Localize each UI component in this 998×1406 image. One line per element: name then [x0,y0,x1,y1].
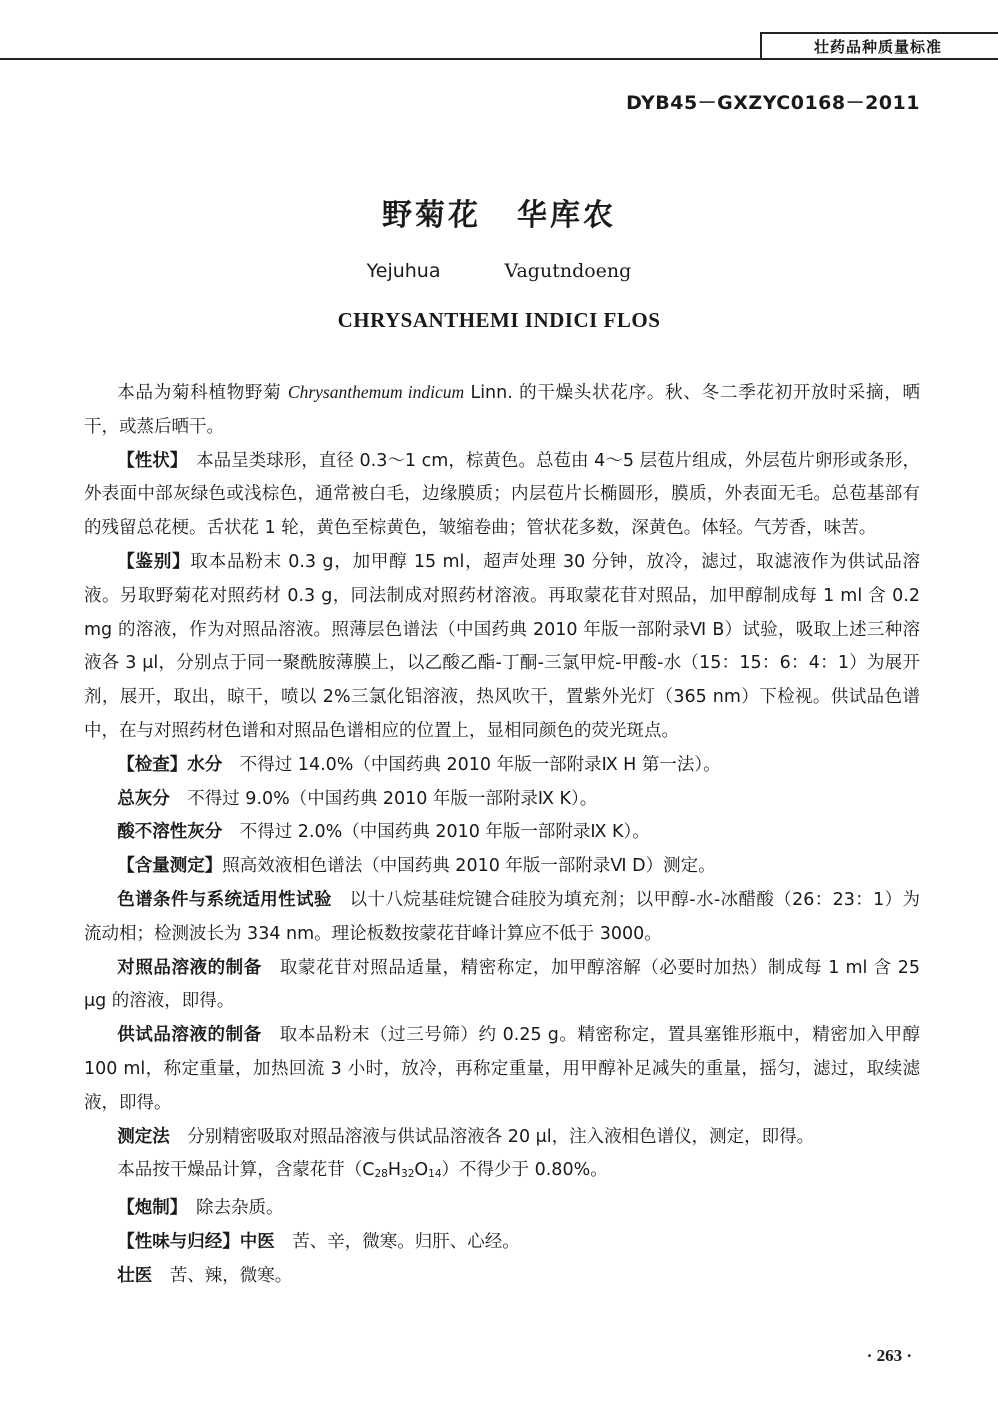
section-label: 【炮制】 [117,1198,179,1219]
intro-text-post: Linn. 的干燥头状花序。秋、冬二季花初开放时采摘，晒干，或蒸后晒干。 [84,383,921,437]
subsection-label: 壮医 [117,1265,153,1286]
monograph-title [0,190,998,234]
section-label: 【性状】 [117,450,179,471]
title-latin: CHRYSANTHEMI INDICI FLOS [337,308,661,332]
subsection-label: 水分 [187,754,223,775]
subsection-label: 总灰分 [117,788,170,809]
subsection-text: 不得过 9.0%（中国药典 2010 年版一部附录Ⅸ K）。 [169,788,598,809]
subsection-text: 取蒙花苷对照品适量，精密称定，加甲醇溶解（必要时加热）制成每 1 ml 含 25 μg 的溶液，即得。 [84,957,921,1012]
subsection-label: 色谱条件与系统适用性试验 [117,889,332,910]
title-zhuang: 华库农 [517,198,616,233]
subsection-text: 苦、辛，微寒。归肝、心经。 [274,1232,520,1253]
subsection-text: 不得过 2.0%（中国药典 2010 年版一部附录Ⅸ K）。 [222,822,650,843]
section-label: 【含量测定】 [117,856,223,877]
subsection-label: 中医 [239,1232,275,1253]
section-xingwei-zhongyi [84,1226,920,1260]
section-label: 【鉴别】 [117,551,191,572]
intro-text-pre: 本品为菊科植物野菊 [117,383,288,403]
running-header-title: 壮药品种质量标准 [813,38,942,56]
subsection-text: 分别精密吸取对照品溶液与供试品溶液各 20 μl，注入液相色谱仪，测定，即得。 [169,1126,815,1147]
result-text-pre: 本品按干燥品计算，含蒙花苷（C [117,1160,375,1181]
result-text-post: ）不得少于 0.80%。 [441,1160,608,1181]
subsection-label: 测定法 [117,1126,170,1147]
section-hanliang [84,850,920,884]
section-hanliang-method [84,1121,920,1155]
page-number: · 263 · [866,1346,912,1365]
section-hanliang-conditions [84,884,920,952]
title-zhuang-latin: Vagutndoeng [504,260,632,282]
monograph-body [84,376,920,1294]
section-hanliang-result [84,1154,920,1192]
subsection-text: 以十八烷基硅烷键合硅胶为填充剂；以甲醇-水-冰醋酸（26：23：1）为流动相；检测波长为 334 nm。理论板数按蒙花苷峰计算应不低于 3000。 [84,889,920,944]
section-text: 除去杂质。 [178,1198,284,1219]
subsection-label: 对照品溶液的制备 [117,957,262,978]
section-label: 【检查】 [117,754,188,775]
section-jiancha-ash [84,783,920,817]
section-hanliang-reference [84,952,920,1020]
section-text: 取本品粉末 0.3 g，加甲醇 15 ml，超声处理 30 分钟，放冷，滤过，取滤液作为供试品溶液。另取野菊花对照药材 0.3 g，同法制成对照药材溶液。再取蒙花苷对照品，加甲醇制成每 1 ml 含 0.2 mg 的溶液，作为对照品溶液。照薄层色谱法（中国药典 2010 年版一部附录Ⅵ B）试验，吸取上述三种溶液各 3 μl，分别点于同一聚酰胺薄膜上，以乙酸乙酯-丁酮-三氯甲烷-甲酸-水（15：15：6：4：1）为展开剂，展开，取出，晾干，喷以 2%三氯化铝溶液，热风吹干，置紫外光灯（365 nm）下检视。供试品色谱中，在与对照药材色谱和对照品色谱相应的位置上，显相同颜色的荧光斑点。 [84,551,921,741]
section-jiancha-acid-ash [84,816,920,850]
section-paozhi [84,1192,920,1226]
formula-subscript-c: 28 [374,1168,388,1181]
formula-subscript-h: 32 [401,1168,415,1181]
intro-paragraph [84,376,920,445]
section-jiancha-water [84,749,920,783]
formula-subscript-o: 14 [428,1168,442,1181]
standard-code: DYB45－GXZYC0168－2011 [626,92,920,114]
title-pinyin: Yejuhua [366,260,441,282]
subsection-label: 酸不溶性灰分 [117,822,223,843]
formula-element-o: O [414,1160,429,1181]
formula-element-h: H [387,1160,402,1181]
section-text: 照高效液相色谱法（中国药典 2010 年版一部附录Ⅵ D）测定。 [222,856,716,877]
section-label: 【性味与归经】 [117,1232,240,1253]
subsection-label: 供试品溶液的制备 [117,1025,262,1046]
subsection-text: 不得过 14.0%（中国药典 2010 年版一部附录Ⅸ H 第一法）。 [222,754,721,775]
title-romanized [0,260,998,282]
section-xingwei-zhuangyi [84,1260,920,1294]
section-text: 本品呈类球形，直径 0.3～1 cm，棕黄色。总苞由 4～5 层苞片组成，外层苞片卵形或条形，外表面中部灰绿色或浅棕色，通常被白毛，边缘膜质；内层苞片长椭圆形，膜质，外表面无毛。总苞基部有的残留总花梗。舌状花 1 轮，黄色至棕黄色，皱缩卷曲；管状花多数，深黄色。体轻。气芳香，味苦。 [84,450,921,539]
section-xingzhuang [84,445,920,546]
section-hanliang-test [84,1019,920,1120]
subsection-text: 取本品粉末（过三号筛）约 0.25 g。精密称定，置具塞锥形瓶中，精密加入甲醇 100 ml，称定重量，加热回流 3 小时，放冷，再称定重量，用甲醇补足减失的重量，摇匀，滤过，取续滤液，即得。 [84,1025,921,1113]
subsection-text: 苦、辣，微寒。 [152,1265,293,1286]
species-name: Chrysanthemum indicum [287,382,465,402]
section-jianbie [84,546,920,749]
title-chinese: 野菊花 [382,198,481,233]
